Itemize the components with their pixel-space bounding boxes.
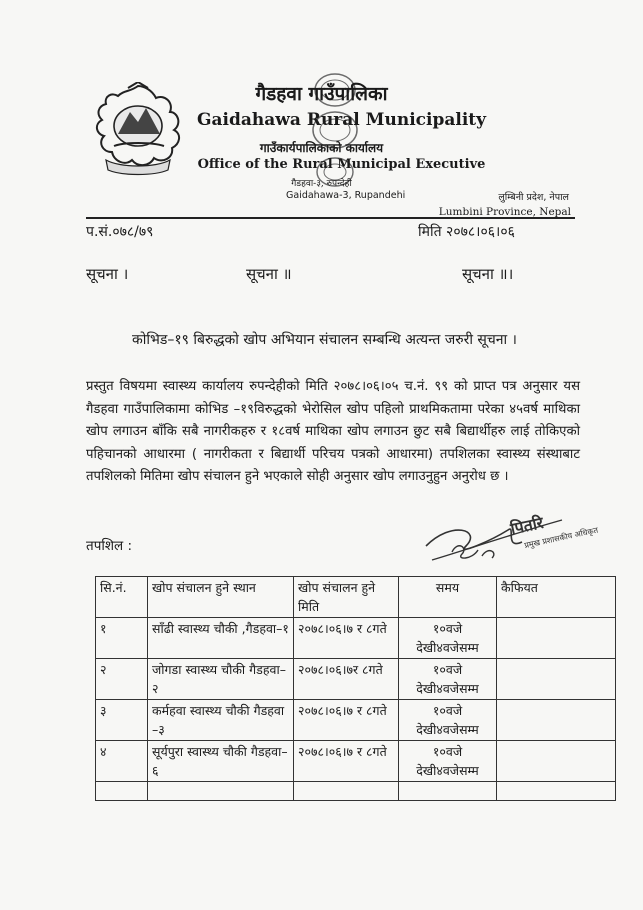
col-header-time: समय xyxy=(399,577,497,618)
cell-place: सूर्यपुरा स्वास्थ्य चौकी गैडहवा–६ xyxy=(148,741,294,782)
cell-time: १०वजे देखी४वजेसम्म xyxy=(399,741,497,782)
cell-date: २०७८।०६।७र ८गते xyxy=(294,659,399,700)
notice-heading-2: सूचना ॥ xyxy=(246,265,292,283)
cell-remarks xyxy=(497,700,616,741)
table-row xyxy=(96,741,616,782)
cell-date: २०७८।०६।७ र ८गते xyxy=(294,618,399,659)
address-en: Gaidahawa-3, Rupandehi xyxy=(286,190,406,201)
signature-with-stamp xyxy=(412,490,632,590)
cell-place: साँढी स्वास्थ्य चौकी ,गैडहवा–१ xyxy=(148,618,294,659)
cell-place: कर्महवा स्वास्थ्य चौकी गैडहवा –३ xyxy=(148,700,294,741)
cell-sn: १ xyxy=(96,618,148,659)
cell-remarks xyxy=(497,741,616,782)
office-name-np: गाउँकार्यपालिकाको कार्यालय xyxy=(259,141,384,155)
province-np: लुम्बिनी प्रदेश, नेपाल xyxy=(498,192,569,203)
vaccination-schedule-table xyxy=(95,576,616,801)
cell-time: १०वजे देखी४वजेसम्म xyxy=(399,700,497,741)
cell-remarks xyxy=(497,659,616,700)
cell-empty xyxy=(96,782,148,801)
reference-number: प.सं.०७८/७९ xyxy=(86,224,154,240)
table-header-row xyxy=(96,577,616,618)
letter-date: मिति २०७८।०६।०६ xyxy=(418,224,515,240)
col-header-date: खोप संचालन हुने मिति xyxy=(294,577,399,618)
province-en: Lumbini Province, Nepal xyxy=(438,206,571,218)
notice-heading-1: सूचना । xyxy=(86,265,129,283)
cell-date: २०७८।०६।७ र ८गते xyxy=(294,700,399,741)
cell-empty xyxy=(148,782,294,801)
svg-text:पितरि: पितरि xyxy=(508,512,546,539)
table-row xyxy=(96,659,616,700)
municipality-name-en: Gaidahawa Rural Municipality xyxy=(196,110,487,130)
cell-place: जोगडा स्वास्थ्य चौकी गैडहवा–२ xyxy=(148,659,294,700)
cell-remarks xyxy=(497,618,616,659)
cell-empty xyxy=(294,782,399,801)
body-paragraph: प्रस्तुत विषयमा स्वास्थ्य कार्यालय रुपन्देहीको मिति २०७८।०६।०५ च.नं. ९९ को प्राप्त पत्र अनुसार यस गैडहवा गाउँपालिकामा कोभिड –१९विरुद्धको भेरोसिल खोप पहिलो प्राथमिकतामा परेका ४५वर्ष माथिका खोप लगाउन बाँकि सबै नागरीकहरु र १८वर्ष माथिका खोप लगाउन छुट सबै बिद्यार्थीहरु लाई तोकिएको पहिचानको आधारमा ( नागरीकता र बिद्यार्थी परिचय पत्रको आधारमा) तपशिलका स्वास्थ्य संस्थाबाट तपशिलको मितिमा खोप संचालन हुने भएकाले सोही अनुसार खोप लगाउनुहुन अनुरोध छ । xyxy=(86,379,580,485)
cell-sn: २ xyxy=(96,659,148,700)
svg-text:प्रमुख प्रशासकीय अधिकृत: प्रमुख प्रशासकीय अधिकृत xyxy=(523,525,599,551)
address-np: गैडहवा-३, रुपन्देही xyxy=(291,179,352,189)
office-name-en: Office of the Rural Municipal Executive xyxy=(197,157,486,172)
notice-heading-3: सूचना ॥। xyxy=(462,265,514,283)
cell-time: १०वजे देखी४वजेसम्म xyxy=(399,659,497,700)
cell-sn: ३ xyxy=(96,700,148,741)
header-divider xyxy=(86,217,575,219)
cell-empty xyxy=(399,782,497,801)
cell-date: २०७८।०६।७ र ८गते xyxy=(294,741,399,782)
col-header-remarks: कैफियत xyxy=(497,577,616,618)
cell-sn: ४ xyxy=(96,741,148,782)
table-row xyxy=(96,700,616,741)
municipality-name-np: गैडहवा गाउँपालिका xyxy=(255,83,388,105)
table-row xyxy=(96,618,616,659)
col-header-place: खोप संचालन हुने स्थान xyxy=(148,577,294,618)
schedule-label: तपशिल : xyxy=(86,538,133,554)
table-row-empty xyxy=(96,782,616,801)
cell-time: १०वजे देखी४वजेसम्म xyxy=(399,618,497,659)
subject-line: कोभिड–१९ बिरुद्धको खोप अभियान संचालन सम्बन्धि अत्यन्त जरुरी सूचना । xyxy=(132,332,517,348)
col-header-sn: सि.नं. xyxy=(96,577,148,618)
cell-empty xyxy=(497,782,616,801)
